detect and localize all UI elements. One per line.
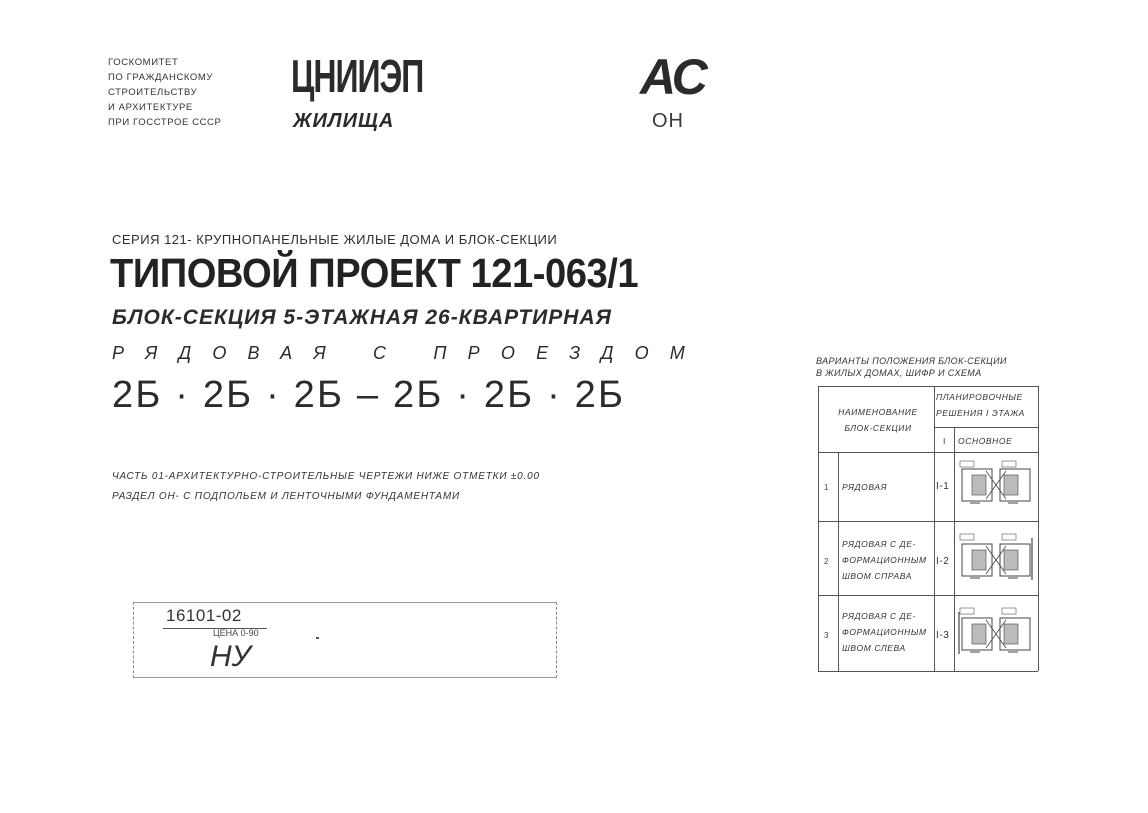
table-col-divider	[954, 427, 955, 671]
document-subcode: ОН	[652, 110, 684, 132]
row-name	[842, 479, 887, 495]
block-section-subtitle: БЛОК-СЕКЦИЯ 5-ЭТАЖНАЯ 26-КВАРТИРНАЯ	[112, 306, 612, 329]
row-number: 2	[824, 557, 830, 566]
org-line: ПРИ ГОССТРОЕ СССР	[108, 117, 222, 128]
table-subheader-line	[934, 427, 1038, 428]
document-code: АС	[640, 49, 706, 105]
plan-scheme-1	[956, 455, 1036, 517]
institute-logo-top: ЦНИИЭП	[291, 50, 424, 103]
inventory-number: 16101-02	[166, 606, 242, 625]
header-subcol-base: ОСНОВНОЕ	[958, 436, 1013, 446]
plan-scheme-2	[956, 528, 1036, 590]
table-row-divider	[818, 595, 1038, 596]
institute-logo-bottom: ЖИЛИЩА	[293, 110, 395, 132]
project-title: ТИПОВОЙ ПРОЕКТ 121-063/1	[110, 250, 639, 296]
header-subcol-number: I	[943, 436, 946, 446]
row-name-line: ФОРМАЦИОННЫМ	[842, 627, 927, 637]
row-name-line: ШВОМ СЛЕВА	[842, 643, 906, 653]
row-code: I-1	[936, 481, 950, 492]
table-col-divider	[934, 386, 935, 671]
caption-line: В ЖИЛЫХ ДОМАХ, ШИФР И СХЕМА	[816, 368, 982, 378]
table-header-bottom	[818, 452, 1038, 453]
table-border-bottom	[818, 671, 1038, 672]
part-line: РАЗДЕЛ ОН- С ПОДПОЛЬЕМ И ЛЕНТОЧНЫМИ ФУНДАМЕНТАМИ	[112, 491, 460, 502]
org-line: СТРОИТЕЛЬСТВУ	[108, 87, 198, 98]
handwritten-mark: НУ	[210, 640, 251, 673]
stamp-dot	[316, 637, 319, 639]
row-name-line: РЯДОВАЯ С ДЕ-	[842, 611, 916, 621]
row-name-line: ШВОМ СПРАВА	[842, 571, 912, 581]
caption-line: ВАРИАНТЫ ПОЛОЖЕНИЯ БЛОК-СЕКЦИИ	[816, 356, 1007, 366]
header-name	[824, 404, 932, 436]
table-border-left	[818, 386, 819, 671]
header-text: БЛОК-СЕКЦИИ	[844, 423, 912, 433]
row-name-line: РЯДОВАЯ С ДЕ-	[842, 539, 916, 549]
table-row-divider	[818, 521, 1038, 522]
row-name	[842, 608, 927, 656]
header-text: НАИМЕНОВАНИЕ	[838, 407, 918, 417]
row-number: 3	[824, 631, 830, 640]
block-type-subtitle: РЯДОВАЯ С ПРОЕЗДОМ	[112, 343, 707, 363]
org-line: И АРХИТЕКТУРЕ	[108, 102, 193, 113]
table-border-top	[818, 386, 1038, 387]
part-description	[112, 467, 540, 507]
row-code: I-3	[936, 630, 950, 641]
series-line: СЕРИЯ 121- КРУПНОПАНЕЛЬНЫЕ ЖИЛЫЕ ДОМА И БЛОК-СЕКЦИИ	[112, 232, 558, 247]
org-line: ПО ГРАЖДАНСКОМУ	[108, 72, 214, 83]
row-number: 1	[824, 483, 830, 492]
table-caption	[816, 355, 1007, 379]
row-name-line: ФОРМАЦИОННЫМ	[842, 555, 927, 565]
part-line: ЧАСТЬ 01-АРХИТЕКТУРНО-СТРОИТЕЛЬНЫЕ ЧЕРТЕЖИ НИЖЕ ОТМЕТКИ ±0.00	[112, 471, 540, 482]
table-border-right	[1038, 386, 1039, 671]
plan-scheme-3	[956, 602, 1036, 664]
header-plan	[936, 389, 1025, 421]
row-name-line: РЯДОВАЯ	[842, 482, 888, 492]
table-col-divider	[838, 452, 839, 671]
apartment-formula: 2Б · 2Б · 2Б – 2Б · 2Б · 2Б	[112, 374, 626, 416]
row-code: I-2	[936, 556, 950, 567]
org-line: ГОСКОМИТЕТ	[108, 57, 179, 68]
row-name	[842, 536, 927, 584]
price-label: ЦЕНА 0-90	[213, 628, 259, 638]
header-text: РЕШЕНИЯ I ЭТАЖА	[936, 408, 1025, 418]
header-text: ПЛАНИРОВОЧНЫЕ	[936, 392, 1023, 402]
organization-name	[108, 55, 221, 130]
